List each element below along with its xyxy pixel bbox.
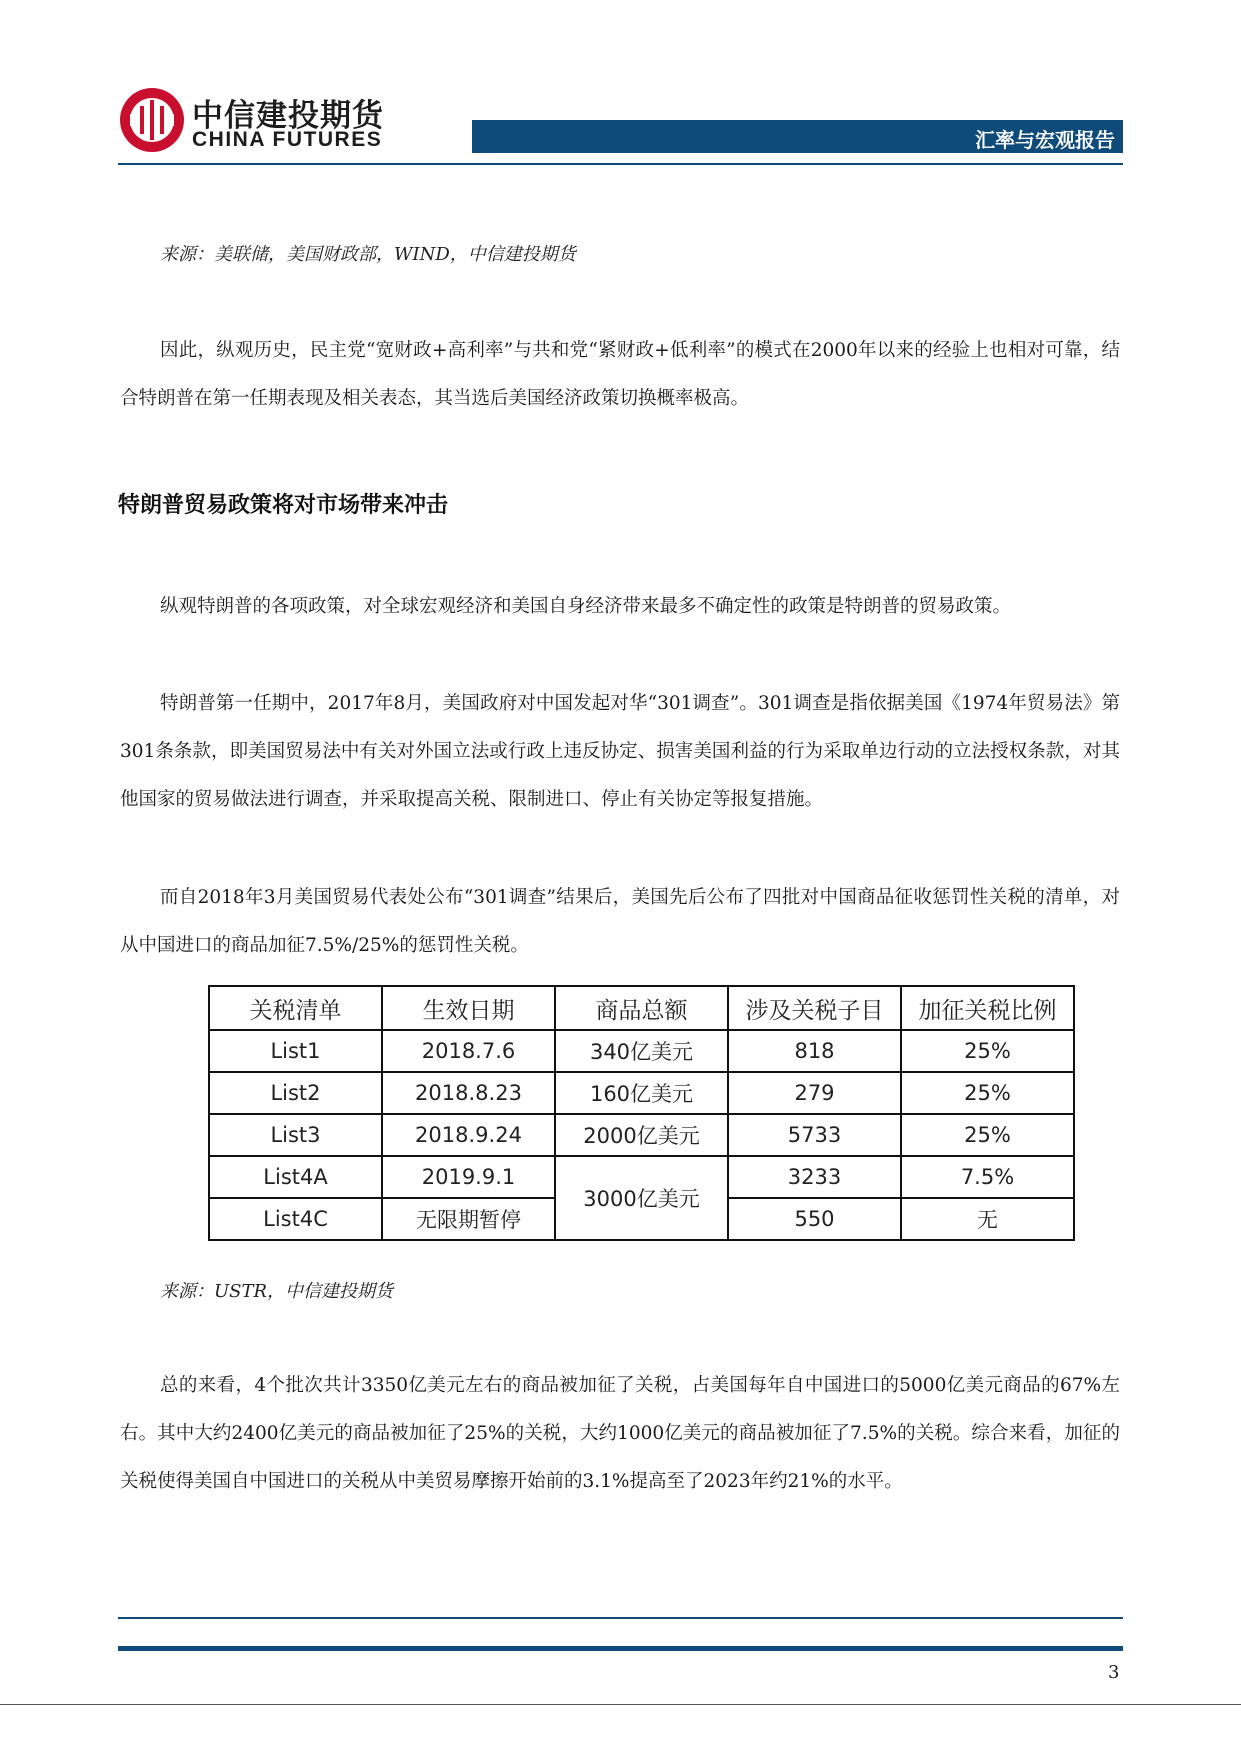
table-cell: 2018.7.6 <box>382 1030 555 1072</box>
tariff-list-table <box>208 985 1075 1241</box>
table-cell: 25% <box>901 1072 1074 1114</box>
footer-divider-thick <box>118 1646 1123 1651</box>
table-row <box>209 1114 1074 1156</box>
table-header-cell: 加征关税比例 <box>901 986 1074 1030</box>
table-cell: 550 <box>728 1198 901 1240</box>
paragraph-4: 而自2018年3月美国贸易代表处公布“301调查”结果后，美国先后公布了四批对中国商品征收惩罚性关税的清单，对从中国进口的商品加征7.5%/25%的惩罚性关税。 <box>120 887 1120 956</box>
table-cell: 2018.8.23 <box>382 1072 555 1114</box>
table-row <box>209 1072 1074 1114</box>
table-cell-merged: 3000亿美元 <box>555 1156 728 1240</box>
table-cell: 无 <box>901 1198 1074 1240</box>
table-cell: List1 <box>209 1030 382 1072</box>
logo-chinese-name: 中信建投期货 <box>192 98 384 134</box>
table-cell: 3233 <box>728 1156 901 1198</box>
source-note-1: 来源：美联储，美国财政部，WIND，中信建投期货 <box>160 244 576 265</box>
table-cell: 5733 <box>728 1114 901 1156</box>
page-number: 3 <box>1108 1662 1120 1683</box>
table-cell: List4A <box>209 1156 382 1198</box>
table-cell: 340亿美元 <box>555 1030 728 1072</box>
paragraph-5: 总的来看，4个批次共计3350亿美元左右的商品被加征了关税，占美国每年自中国进口的5000亿美元商品的67%左右。其中大约2400亿美元的商品被加征了25%的关税，大约1000亿美元的商品被加征了7.5%的关税。综合来看，加征的关税使得美国自中国进口的关税从中美贸易摩擦开始前的3.1%提高至了2023年约21%的水平。 <box>120 1375 1120 1492</box>
table-cell: 160亿美元 <box>555 1072 728 1114</box>
table-cell: 2018.9.24 <box>382 1114 555 1156</box>
logo-english-name: CHINA FUTURES <box>192 128 383 151</box>
paragraph-1: 因此，纵观历史，民主党“宽财政+高利率”与共和党“紧财政+低利率”的模式在2000年以来的经验上也相对可靠，结合特朗普在第一任期表现及相关表态，其当选后美国经济政策切换概率极高。 <box>120 340 1120 409</box>
table-row <box>209 1030 1074 1072</box>
report-type-bar <box>472 120 1123 153</box>
table-cell: 25% <box>901 1114 1074 1156</box>
table-header-cell: 关税清单 <box>209 986 382 1030</box>
table-header-cell: 商品总额 <box>555 986 728 1030</box>
report-type-label: 汇率与宏观报告 <box>975 128 1115 152</box>
table-header-cell: 生效日期 <box>382 986 555 1030</box>
header-divider <box>118 163 1123 165</box>
table-cell: 7.5% <box>901 1156 1074 1198</box>
source-note-2: 来源：USTR，中信建投期货 <box>160 1281 394 1302</box>
table-cell: 279 <box>728 1072 901 1114</box>
table-cell: List4C <box>209 1198 382 1240</box>
table-header-cell: 涉及关税子目 <box>728 986 901 1030</box>
table-cell: 25% <box>901 1030 1074 1072</box>
table-cell: 无限期暂停 <box>382 1198 555 1240</box>
paragraph-2: 纵观特朗普的各项政策，对全球宏观经济和美国自身经济带来最多不确定性的政策是特朗普的贸易政策。 <box>160 596 1012 617</box>
citic-logo-icon <box>118 86 186 154</box>
table-row <box>209 1156 1074 1198</box>
table-cell: 2000亿美元 <box>555 1114 728 1156</box>
table-cell: 818 <box>728 1030 901 1072</box>
table-cell: List2 <box>209 1072 382 1114</box>
footer-divider <box>118 1617 1123 1619</box>
paragraph-3: 特朗普第一任期中，2017年8月，美国政府对中国发起对华“301调查”。301调查是指依据美国《1974年贸易法》第301条条款，即美国贸易法中有关对外国立法或行政上违反协定、损害美国利益的行为采取单边行动的立法授权条款，对其他国家的贸易做法进行调查，并采取提高关税、限制进口、停止有关协定等报复措施。 <box>120 693 1120 810</box>
table-cell: List3 <box>209 1114 382 1156</box>
page-bottom-line <box>0 1704 1241 1705</box>
table-cell: 2019.9.1 <box>382 1156 555 1198</box>
table-header-row <box>209 986 1074 1030</box>
section-heading: 特朗普贸易政策将对市场带来冲击 <box>118 493 449 518</box>
